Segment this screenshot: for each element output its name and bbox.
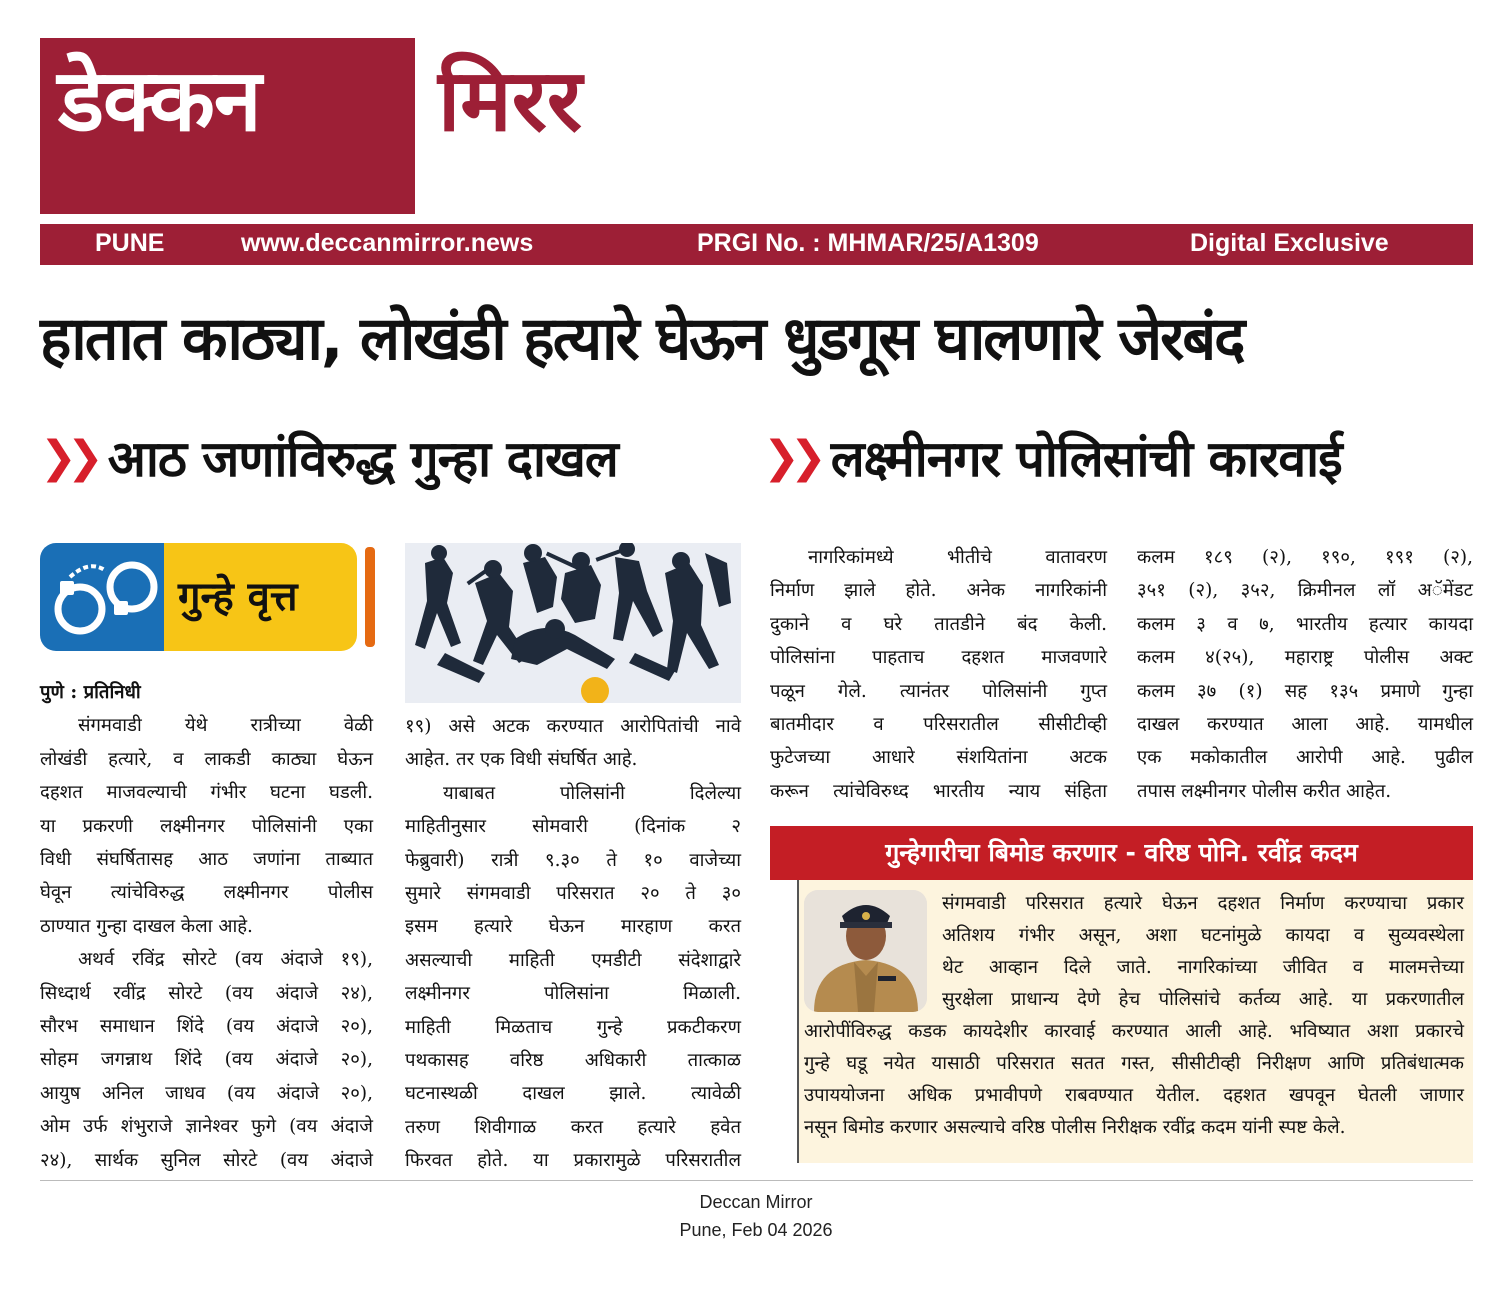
chevron-right-icon: ❯❯ (40, 432, 94, 483)
sidebar-banner-title: गुन्हेगारीचा बिमोड करणार - वरिष्ठ पोनि. रवींद्र कदम (770, 826, 1473, 880)
officer-quote-intro (942, 888, 1464, 1016)
article-line: पळून गेले. त्यानंतर पोलिसांनी गुप्त (770, 680, 1107, 702)
article-line: दाखल करण्यात आला आहे. यामधील (1137, 714, 1473, 736)
article-line: कलम ४(२५), महाराष्ट्र पोलीस अक्ट (1137, 647, 1473, 669)
article-line: दुकाने व घरे तातडीने बंद केली. (770, 613, 1107, 635)
tag-label-panel (164, 543, 357, 651)
article-line: करून त्यांचेविरुध्द भारतीय न्याय संहिता (770, 780, 1107, 802)
main-headline: हातात काठ्या, लोखंडी हत्यारे घेऊन धुडगूस घालणारे जेरबंद (40, 304, 1244, 374)
crime-news-tag (40, 543, 375, 651)
officer-quote-rest (804, 1016, 1464, 1144)
tag-label: गुन्हे वृत्त (178, 574, 298, 620)
masthead-info-bar (40, 224, 1473, 265)
masthead-title-part1: डेक्कन (58, 51, 261, 151)
masthead-title-part2: मिरर (438, 51, 583, 151)
article-line: थेट आव्हान दिले जाते. नागरिकांच्या जीवित व मालमत्तेच्या (942, 957, 1464, 978)
article-line: १९) असे अटक करण्यात आरोपितांची नावे (405, 716, 741, 737)
article-line: सुरक्षेला प्राधान्य देणे हेच पोलिसांचे कर्तव्य आहे. या प्रकरणातील (942, 989, 1464, 1010)
article-line: लोखंडी हत्यारे, व लाकडी काठ्या घेऊन (40, 748, 373, 770)
article-line: बातमीदार व परिसरातील सीसीटीव्ही (770, 714, 1107, 736)
article-line: सौरभ समाधान शिंदे (वय अंदाजे २०), (40, 1016, 373, 1038)
tag-accent-bar (365, 547, 375, 647)
article-paragraph (40, 943, 373, 1177)
article-line: सुमारे संगमवाडी परिसरात २० ते ३० (405, 883, 741, 905)
article-line: पथकासह वरिष्ठ अधिकारी तात्काळ (405, 1050, 741, 1072)
chevron-right-icon: ❯❯ (763, 432, 817, 483)
article-line: पोलिसांना पाहताच दहशत माजवणारे (770, 647, 1107, 669)
article-line: संगमवाडी येथे रात्रीच्या वेळी (78, 715, 373, 737)
article-line: संगमवाडी परिसरात हत्यारे घेऊन दहशत निर्माण करण्याचा प्रकार (942, 893, 1464, 914)
subheadline-1-text: आठ जणांविरुद्ध गुन्हा दाखल (107, 430, 618, 488)
officer-photo (804, 890, 927, 1012)
article-line: आयुष अनिल जाधव (वय अंदाजे २०), (40, 1082, 373, 1104)
crime-illustration (405, 543, 741, 703)
website-link[interactable]: www.deccanmirror.news (241, 229, 534, 257)
article-line: तपास लक्ष्मीनगर पोलीस करीत आहेत. (1137, 780, 1392, 802)
prgi-number: PRGI No. : MHMAR/25/A1309 (697, 229, 1039, 257)
subheadline-1 (40, 432, 618, 487)
article-line: कलम ३७ (१) सह १३५ प्रमाणे गुन्हा (1137, 680, 1473, 702)
article-paragraph (405, 777, 741, 1178)
city-label: PUNE (95, 229, 165, 257)
article-line: अथर्व रविंद्र सोरटे (वय अंदाजे १९), (78, 949, 373, 971)
article-line: विधी संघर्षितासह आठ जणांना ताब्यात (40, 849, 373, 871)
article-line: घेवून त्यांचेविरुद्ध लक्ष्मीनगर पोलीस (40, 882, 373, 904)
article-line: नागरिकांमध्ये भीतीचे वातावरण (808, 547, 1107, 568)
subheadline-2 (763, 432, 1342, 487)
article-line: ३५१ (२), ३५२, क्रिमीनल लॉ अॅमेंडट (1137, 580, 1473, 602)
article-line: माहितीनुसार सोमवारी (दिनांक २ (405, 816, 741, 838)
article-line: तरुण शिवीगाळ करत हत्यारे हवेत (405, 1116, 741, 1138)
article-line: आरोपींविरुद्ध कडक कायदेशीर कारवाई करण्यात आली आहे. भविष्यात अशा प्रकारचे (804, 1021, 1464, 1042)
article-line: याबाबत पोलिसांनी दिलेल्या (443, 782, 741, 804)
subheadline-2-text: लक्ष्मीनगर पोलिसांची कारवाई (830, 430, 1342, 488)
article-line: फिरवत होते. या प्रकारामुळे परिसरातील (405, 1150, 741, 1172)
article-line: आहेत. तर एक विधी संघर्षित आहे. (405, 749, 638, 771)
article-line: घटनास्थळी दाखल झाले. त्यावेळी (405, 1083, 741, 1105)
article-line: एक मकोकातील आरोपी आहे. पुढील (1137, 747, 1473, 769)
article-line: अतिशय गंभीर असून, अशा घटनांमुळे कायदा व सुव्यवस्थेला (942, 925, 1464, 946)
article-line: फुटेजच्या आधारे संशयितांना अटक (770, 747, 1107, 769)
article-line: सोहम जगन्नाथ शिंदे (वय अंदाजे २०), (40, 1049, 373, 1071)
article-column-1 (40, 676, 373, 1177)
handcuffs-icon (40, 543, 164, 651)
article-column-3 (770, 541, 1107, 808)
article-column-4 (1137, 541, 1473, 808)
article-line: नसून बिमोड करणार असल्याचे वरिष्ठ पोलीस निरीक्षक रवींद्र कदम यांनी स्पष्ट केले. (804, 1117, 1346, 1138)
footer-publication: Deccan Mirror (699, 1192, 813, 1212)
article-line: दहशत माजवल्याची गंभीर घटना घडली. (40, 782, 373, 804)
edition-label: Digital Exclusive (1190, 229, 1389, 257)
article-paragraph (770, 541, 1107, 808)
article-line: २४), सार्थक सुनिल सोरटे (वय अंदाजे (40, 1149, 373, 1171)
article-column-2 (405, 710, 741, 1178)
footer-dateline: Pune, Feb 04 2026 (679, 1220, 833, 1240)
article-paragraph (1137, 541, 1473, 808)
article-line: या प्रकरणी लक्ष्मीनगर पोलिसांनी एका (40, 815, 373, 837)
article-line: उपाययोजना अधिक प्रभावीपणे राबवण्यात येतील. दहशत खपवून घेतली जाणार (804, 1085, 1464, 1106)
article-line: गुन्हे घडू नयेत यासाठी परिसरात सतत गस्त, सीसीटीव्ही निरीक्षण आणि प्रतिबंधात्मक (804, 1053, 1464, 1074)
article-line: ठाण्यात गुन्हा दाखल केला आहे. (40, 915, 253, 937)
article-line: कलम ३ व ७, भारतीय हत्यार कायदा (1137, 613, 1473, 635)
article-line: फेब्रुवारी) रात्री ९.३० ते १० वाजेच्या (405, 849, 741, 871)
article-line: असल्याची माहिती एमडीटी संदेशाद्वारे (405, 949, 741, 971)
article-line: निर्माण झाले होते. अनेक नागरिकांनी (770, 580, 1107, 602)
article-line: लक्ष्मीनगर पोलिसांना मिळाली. (405, 983, 741, 1005)
footer-divider (40, 1180, 1473, 1181)
article-line: माहिती मिळताच गुन्हे प्रकटीकरण (405, 1016, 741, 1038)
article-paragraph (405, 710, 741, 777)
article-line: ओम उर्फ शंभुराजे ज्ञानेश्वर फुगे (वय अंदाजे (40, 1116, 373, 1138)
article-line: कलम १८९ (२), १९०, १९१ (२), (1137, 547, 1473, 568)
article-line: इसम हत्यारे घेऊन मारहाण करत (405, 916, 741, 938)
article-line: सिध्दार्थ रवींद्र सोरटे (वय अंदाजे २४), (40, 982, 373, 1004)
byline: पुणे : प्रतिनिधी (40, 682, 141, 703)
article-paragraph (40, 709, 373, 943)
